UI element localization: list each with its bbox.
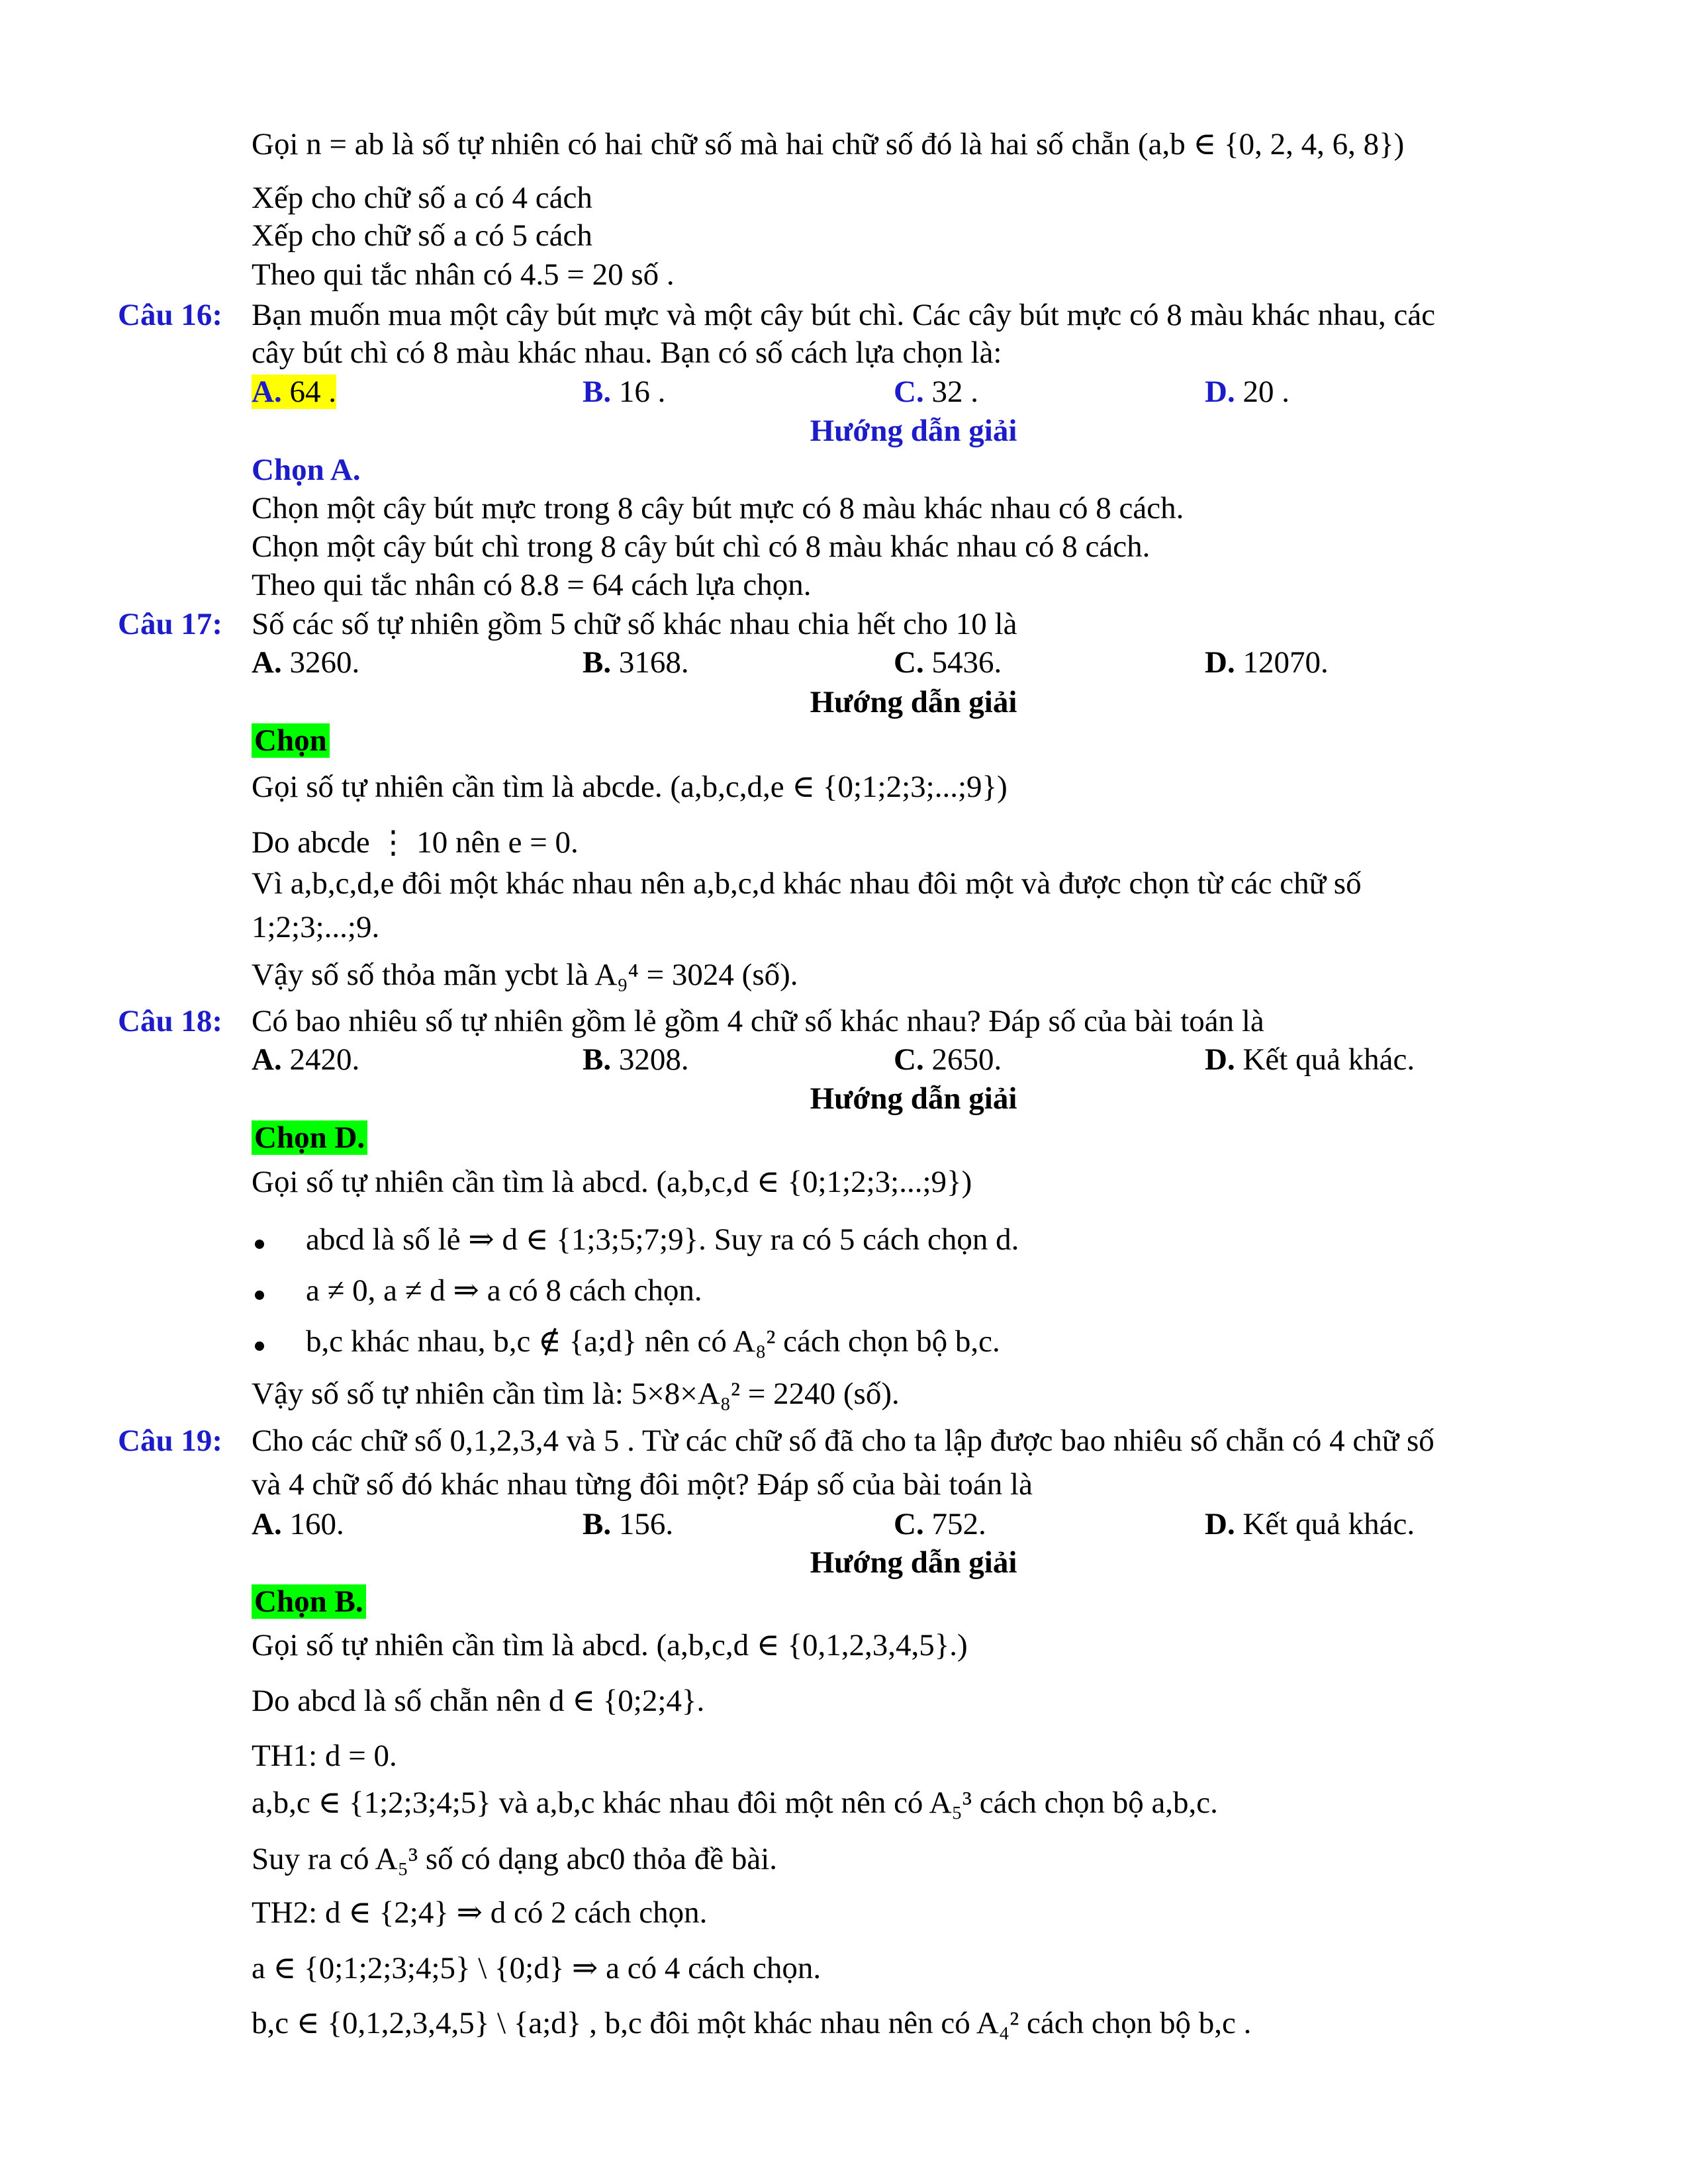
- question-16-text-2: cây bút chì có 8 màu khác nhau. Bạn có số cách lựa chọn là:: [252, 336, 1002, 370]
- question-18-text-1: Có bao nhiêu số tự nhiên gồm lẻ gồm 4 chữ số khác nhau? Đáp số của bài toán là: [252, 1004, 1264, 1038]
- q16-option-d: D. 20 .: [1205, 375, 1289, 409]
- question-17-text-1: Số các số tự nhiên gồm 5 chữ số khác nhau chia hết cho 10 là: [252, 607, 1017, 641]
- q19-solution-line: Suy ra có A₅³ số có dạng abc0 thỏa đề bài.: [252, 1842, 778, 1876]
- q16-solution-heading: Hướng dẫn giải: [810, 414, 1017, 448]
- q18-choice: Chọn D.: [252, 1118, 367, 1157]
- q19-choice: Chọn B.: [252, 1582, 366, 1621]
- q17-option-c: C. 5436.: [894, 645, 1002, 680]
- bullet-icon: [255, 1342, 264, 1351]
- bullet-icon: [255, 1240, 264, 1249]
- intro-line-4: Theo qui tắc nhân có 4.5 = 20 số .: [252, 257, 675, 292]
- q18-solution-line: Vậy số số tự nhiên cần tìm là: 5×8×A₈² = 2240 (số).: [252, 1377, 900, 1411]
- q17-solution-line: Do abcde ⋮ 10 nên e = 0.: [252, 825, 579, 860]
- q19-solution-line: TH1: d = 0.: [252, 1739, 397, 1773]
- intro-line-1: Gọi n = ab là số tự nhiên có hai chữ số mà hai chữ số đó là hai số chẵn (a,b ∈ {0, 2, 4, 6, 8}): [252, 127, 1405, 161]
- q17-solution-line: 1;2;3;...;9.: [252, 910, 380, 944]
- bullet-icon: [255, 1291, 264, 1300]
- question-16-text-1: Bạn muốn mua một cây bút mực và một cây bút chì. Các cây bút mực có 8 màu khác nhau, các: [252, 298, 1436, 332]
- q16-option-b: B. 16 .: [583, 375, 666, 409]
- q17-solution-line: Vậy số số thỏa mãn ycbt là A₉⁴ = 3024 (số).: [252, 958, 798, 992]
- q19-solution-line: TH2: d ∈ {2;4} ⇒ d có 2 cách chọn.: [252, 1895, 708, 1930]
- q18-bullet-item: a ≠ 0, a ≠ d ⇒ a có 8 cách chọn.: [306, 1273, 702, 1308]
- q17-solution-line: Vì a,b,c,d,e đôi một khác nhau nên a,b,c,d khác nhau đôi một và được chọn từ các chữ số: [252, 866, 1362, 901]
- question-17-label: Câu 17:: [118, 607, 222, 641]
- q17-option-a: A. 3260.: [252, 645, 360, 680]
- q17-solution-line: Gọi số tự nhiên cần tìm là abcde. (a,b,c,d,e ∈ {0;1;2;3;...;9}): [252, 770, 1008, 804]
- q18-option-d: D. Kết quả khác.: [1205, 1042, 1415, 1077]
- q19-option-b: B. 156.: [583, 1507, 674, 1541]
- q16-solution-line: Chọn một cây bút mực trong 8 cây bút mực có 8 màu khác nhau có 8 cách.: [252, 491, 1184, 525]
- q19-solution-line: a,b,c ∈ {1;2;3;4;5} và a,b,c khác nhau đôi một nên có A₅³ cách chọn bộ a,b,c.: [252, 1786, 1218, 1820]
- question-19-text-2: và 4 chữ số đó khác nhau từng đôi một? Đáp số của bài toán là: [252, 1467, 1033, 1502]
- q17-option-d: D. 12070.: [1205, 645, 1329, 680]
- q16-option-a: A. 64 .: [252, 375, 336, 409]
- q17-choice: Chọn: [252, 721, 330, 760]
- q17-solution-heading: Hướng dẫn giải: [810, 685, 1017, 719]
- q16-solution-line: Chọn một cây bút chì trong 8 cây bút chì có 8 màu khác nhau có 8 cách.: [252, 529, 1150, 564]
- question-18-label: Câu 18:: [118, 1004, 222, 1038]
- question-19-label: Câu 19:: [118, 1424, 222, 1458]
- q19-solution-line: Do abcd là số chẵn nên d ∈ {0;2;4}.: [252, 1684, 705, 1718]
- q19-option-a: A. 160.: [252, 1507, 344, 1541]
- q19-solution-heading: Hướng dẫn giải: [810, 1545, 1017, 1580]
- q19-option-c: C. 752.: [894, 1507, 986, 1541]
- q18-option-c: C. 2650.: [894, 1042, 1002, 1077]
- q19-solution-line: Gọi số tự nhiên cần tìm là abcd. (a,b,c,d ∈ {0,1,2,3,4,5}.): [252, 1628, 968, 1662]
- q19-option-d: D. Kết quả khác.: [1205, 1507, 1415, 1541]
- q18-bullet-item: abcd là số lẻ ⇒ d ∈ {1;3;5;7;9}. Suy ra có 5 cách chọn d.: [306, 1222, 1019, 1257]
- question-16-label: Câu 16:: [118, 298, 222, 332]
- q18-option-b: B. 3208.: [583, 1042, 689, 1077]
- q19-solution-line: b,c ∈ {0,1,2,3,4,5} \ {a;d} , b,c đôi một khác nhau nên có A₄² cách chọn bộ b,c .: [252, 2006, 1252, 2040]
- q17-option-b: B. 3168.: [583, 645, 689, 680]
- intro-line-2: Xếp cho chữ số a có 4 cách: [252, 181, 592, 215]
- q18-solution-heading: Hướng dẫn giải: [810, 1081, 1017, 1116]
- q18-solution-line: Gọi số tự nhiên cần tìm là abcd. (a,b,c,d ∈ {0;1;2;3;...;9}): [252, 1165, 972, 1199]
- q19-solution-line: a ∈ {0;1;2;3;4;5} \ {0;d} ⇒ a có 4 cách chọn.: [252, 1951, 821, 1985]
- q16-choice: Chọn A.: [252, 453, 361, 487]
- question-19-text-1: Cho các chữ số 0,1,2,3,4 và 5 . Từ các chữ số đã cho ta lập được bao nhiêu số chẵn có 4 chữ số: [252, 1424, 1434, 1458]
- q16-solution-line: Theo qui tắc nhân có 8.8 = 64 cách lựa chọn.: [252, 568, 812, 602]
- q18-option-a: A. 2420.: [252, 1042, 360, 1077]
- q16-option-c: C. 32 .: [894, 375, 978, 409]
- q18-bullet-item: b,c khác nhau, b,c ∉ {a;d} nên có A₈² cách chọn bộ b,c.: [306, 1324, 1000, 1359]
- intro-line-3: Xếp cho chữ số a có 5 cách: [252, 218, 592, 253]
